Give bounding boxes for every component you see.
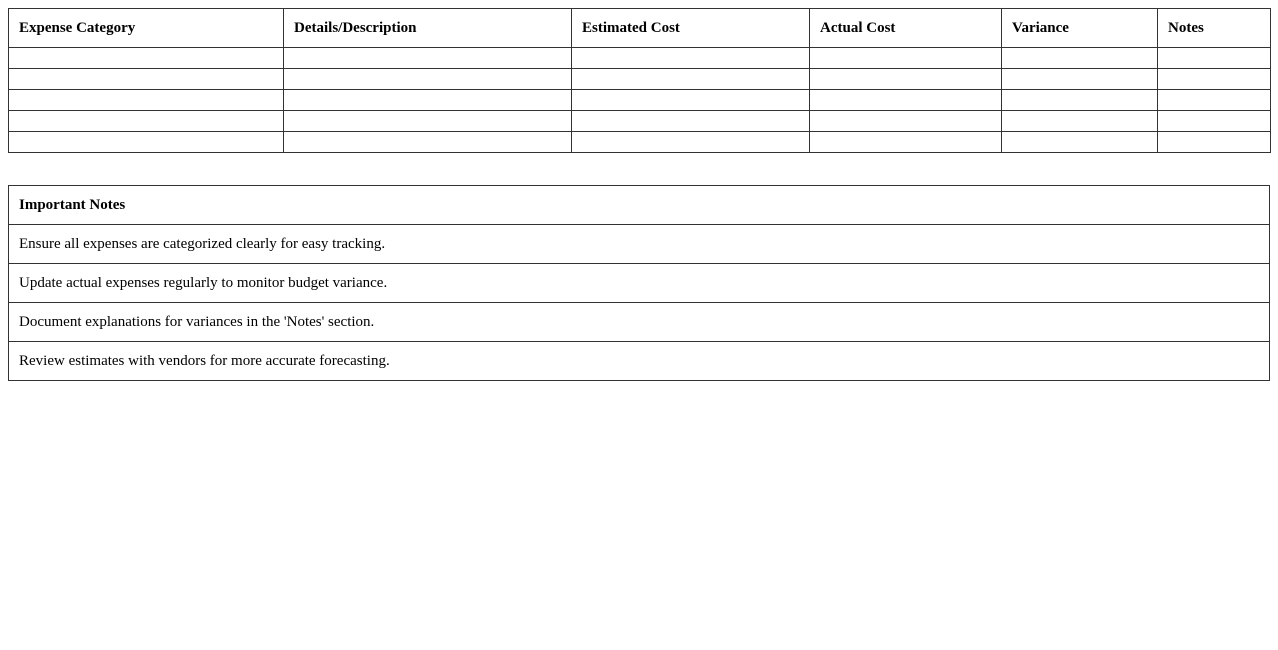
table-cell[interactable] (1158, 90, 1271, 111)
table-row (9, 48, 1271, 69)
important-notes-title: Important Notes (9, 186, 1270, 225)
note-row (9, 342, 1270, 381)
note-row (9, 225, 1270, 264)
expense-table (8, 8, 1271, 153)
table-cell[interactable] (9, 111, 284, 132)
table-cell[interactable] (1158, 48, 1271, 69)
important-notes-table (8, 185, 1270, 381)
column-header-actual-cost: Actual Cost (810, 9, 1002, 48)
table-cell[interactable] (284, 111, 572, 132)
note-item: Update actual expenses regularly to monitor budget variance. (9, 264, 1270, 303)
note-row (9, 303, 1270, 342)
table-cell[interactable] (810, 69, 1002, 90)
table-cell[interactable] (810, 111, 1002, 132)
table-cell[interactable] (810, 90, 1002, 111)
table-row (9, 90, 1271, 111)
table-cell[interactable] (284, 132, 572, 153)
table-cell[interactable] (1002, 90, 1158, 111)
note-item: Document explanations for variances in the 'Notes' section. (9, 303, 1270, 342)
table-cell[interactable] (1002, 69, 1158, 90)
table-cell[interactable] (284, 48, 572, 69)
important-notes-header-row (9, 186, 1270, 225)
table-cell[interactable] (572, 48, 810, 69)
table-cell[interactable] (1158, 111, 1271, 132)
column-header-expense-category: Expense Category (9, 9, 284, 48)
table-cell[interactable] (572, 132, 810, 153)
table-cell[interactable] (9, 90, 284, 111)
table-cell[interactable] (1158, 132, 1271, 153)
table-cell[interactable] (284, 69, 572, 90)
page-content (8, 8, 1270, 381)
table-row (9, 132, 1271, 153)
table-cell[interactable] (284, 90, 572, 111)
column-header-estimated-cost: Estimated Cost (572, 9, 810, 48)
table-cell[interactable] (9, 48, 284, 69)
table-cell[interactable] (1158, 69, 1271, 90)
note-item: Ensure all expenses are categorized clearly for easy tracking. (9, 225, 1270, 264)
column-header-details-description: Details/Description (284, 9, 572, 48)
table-row (9, 69, 1271, 90)
table-cell[interactable] (1002, 111, 1158, 132)
expense-table-header-row (9, 9, 1271, 48)
table-cell[interactable] (1002, 48, 1158, 69)
table-cell[interactable] (572, 90, 810, 111)
note-item: Review estimates with vendors for more accurate forecasting. (9, 342, 1270, 381)
table-cell[interactable] (810, 48, 1002, 69)
table-cell[interactable] (572, 111, 810, 132)
table-row (9, 111, 1271, 132)
table-cell[interactable] (9, 132, 284, 153)
table-cell[interactable] (572, 69, 810, 90)
table-cell[interactable] (1002, 132, 1158, 153)
table-cell[interactable] (810, 132, 1002, 153)
column-header-variance: Variance (1002, 9, 1158, 48)
note-row (9, 264, 1270, 303)
table-cell[interactable] (9, 69, 284, 90)
column-header-notes: Notes (1158, 9, 1271, 48)
